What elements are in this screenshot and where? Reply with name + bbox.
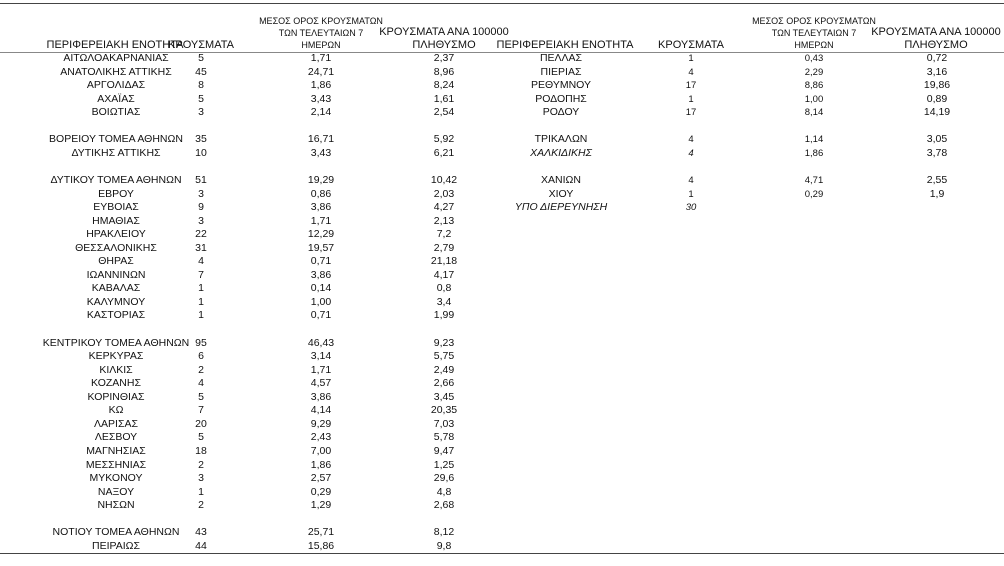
left-row-avg-cell: 19,29 [307,173,335,186]
left-row-avg-cell: 4,57 [310,377,332,390]
left-row-cases-cell: 10 [195,146,207,159]
left-row-per-100k-cell: 2,37 [433,52,455,64]
left-row-region-cell: ΑΡΓΟΛΙΔΑΣ [86,79,146,92]
left-row-avg-cell: 12,29 [307,228,335,241]
left-row-per-100k-cell: 4,8 [436,485,452,498]
left-row-avg-cell: 2,57 [310,472,332,485]
left-row-region-cell: ΜΥΚΟΝΟΥ [89,472,143,485]
left-row-per-100k-cell: 5,75 [433,350,455,363]
right-row-region-cell: ΧΑΛΚΙΔΙΚΗΣ [530,146,592,159]
right-row-region-cell: ΡΟΔΟΥ [542,106,580,119]
left-row-cases-cell: 51 [195,173,207,186]
left-row-cases-cell: 3 [198,187,204,200]
left-row-per-100k-cell: 2,79 [433,241,455,254]
right-row-per-100k-cell: 0,89 [926,92,948,105]
left-row-cases-cell: 3 [198,214,204,227]
left-row-per-100k-cell: 29,6 [433,472,455,485]
left-row-per-100k-cell: 9,47 [433,444,455,457]
left-row-region-cell: ΒΟΙΩΤΙΑΣ [91,106,141,119]
left-row-per-100k-cell: 21,18 [430,255,458,268]
right-row-per-100k-cell: 3,05 [926,133,948,146]
left-row-avg-cell: 1,86 [310,458,332,471]
left-row-region-cell: ΚΕΝΤΡΙΚΟΥ ΤΟΜΕΑ ΑΘΗΝΩΝ [42,336,190,349]
left-row-per-100k-cell: 2,03 [433,187,455,200]
left-row-avg-cell: 1,71 [310,52,332,64]
left-row-region-cell: ΚΟΡΙΝΘΙΑΣ [87,390,145,403]
right-row-region-cell: ΤΡΙΚΑΛΩΝ [534,133,588,146]
left-row-cases-cell: 1 [198,295,204,308]
left-row-per-100k-cell: 1,25 [433,458,455,471]
right-row-per-100k-cell: 2,55 [926,173,948,186]
left-row-avg-cell: 3,86 [310,201,332,214]
left-row-per-100k-cell: 2,49 [433,363,455,376]
left-row-cases-cell: 22 [195,228,207,241]
top-rule [0,3,1004,4]
left-row-cases-cell: 35 [195,133,207,146]
left-row-per-100k-cell: 20,35 [430,404,458,417]
left-row-cases-cell: 95 [195,336,207,349]
left-row-per-100k-cell: 9,23 [433,336,455,349]
right-row-avg-cell: 2,29 [804,66,824,78]
right-row-avg-cell: 0,29 [804,188,824,200]
right-row-per-100k-cell: 14,19 [923,106,951,119]
left-row-avg-cell: 3,43 [310,92,332,105]
left-row-avg-cell: 3,86 [310,390,332,403]
left-row-cases-cell: 44 [195,539,207,552]
left-row-per-100k-cell: 6,21 [433,146,455,159]
left-row-cases-cell: 4 [198,255,204,268]
right-row-region-cell: ΡΕΘΥΜΝΟΥ [530,79,591,92]
left-row-per-100k-cell: 8,12 [433,526,455,539]
left-row-cases-cell: 7 [198,268,204,281]
header-per-left-2: ΠΛΗΘΥΣΜΟ [412,39,476,51]
header-cases-right: ΚΡΟΥΣΜΑΤΑ [658,39,724,51]
left-row-region-cell: ΠΕΙΡΑΙΩΣ [92,539,140,552]
left-row-per-100k-cell: 4,27 [433,201,455,214]
left-row-region-cell: ΕΥΒΟΙΑΣ [93,201,139,214]
left-row-region-cell: ΝΟΤΙΟΥ ΤΟΜΕΑ ΑΘΗΝΩΝ [52,526,180,539]
left-row-region-cell: ΔΥΤΙΚΗΣ ΑΤΤΙΚΗΣ [71,146,161,159]
left-row-region-cell: ΝΑΞΟΥ [97,485,135,498]
left-row-region-cell: ΕΒΡΟΥ [98,187,134,200]
left-row-per-100k-cell: 8,96 [433,65,455,78]
left-row-cases-cell: 2 [198,499,204,512]
left-row-per-100k-cell: 2,68 [433,499,455,512]
left-row-per-100k-cell: 1,61 [433,92,455,105]
left-row-region-cell: ΚΕΡΚΥΡΑΣ [88,350,144,363]
left-row-region-cell: ΑΙΤΩΛΟΑΚΑΡΝΑΝΙΑΣ [63,52,169,64]
header-avg-right-3: ΗΜΕΡΩΝ [794,40,834,50]
left-row-per-100k-cell: 3,45 [433,390,455,403]
right-row-region-cell: ΥΠΟ ΔΙΕΡΕΥΝΗΣΗ [514,201,608,214]
header-cases-left: ΚΡΟΥΣΜΑΤΑ [168,39,234,51]
left-row-cases-cell: 45 [195,65,207,78]
left-row-per-100k-cell: 0,8 [436,282,452,295]
right-row-cases-cell: 1 [688,53,694,64]
right-row-cases-cell: 30 [685,202,697,214]
left-row-avg-cell: 46,43 [307,336,335,349]
header-avg-right-1: ΜΕΣΟΣ ΟΡΟΣ ΚΡΟΥΣΜΑΤΩΝ [752,16,876,26]
left-row-avg-cell: 3,14 [310,350,332,363]
left-row-cases-cell: 1 [198,282,204,295]
left-row-cases-cell: 18 [195,444,207,457]
left-row-per-100k-cell: 2,66 [433,377,455,390]
left-row-per-100k-cell: 5,92 [433,133,455,146]
bottom-rule [0,553,1004,554]
left-row-region-cell: ΘΗΡΑΣ [98,255,134,268]
right-row-cases-cell: 4 [688,147,694,159]
left-row-avg-cell: 3,43 [310,146,332,159]
left-row-region-cell: ΗΜΑΘΙΑΣ [92,214,140,227]
left-row-avg-cell: 1,00 [310,295,332,308]
left-row-region-cell: ΙΩΑΝΝΙΝΩΝ [86,268,146,281]
right-row-cases-cell: 1 [688,93,694,105]
right-row-per-100k-cell: 19,86 [923,79,951,92]
left-row-region-cell: ΝΗΣΩΝ [97,499,135,512]
left-row-cases-cell: 8 [198,79,204,92]
left-row-cases-cell: 5 [198,431,204,444]
right-row-cases-cell: 4 [688,66,694,78]
right-row-region-cell: ΧΙΟΥ [548,187,574,200]
left-row-cases-cell: 3 [198,472,204,485]
left-row-avg-cell: 1,71 [310,363,332,376]
left-row-per-100k-cell: 2,54 [433,106,455,119]
header-region-right: ΠΕΡΙΦΕΡΕΙΑΚΗ ΕΝΟΤΗΤΑ [496,39,634,51]
left-row-region-cell: ΗΡΑΚΛΕΙΟΥ [86,228,146,241]
left-row-avg-cell: 9,29 [310,417,332,430]
left-row-cases-cell: 5 [198,52,204,64]
left-row-avg-cell: 16,71 [307,133,335,146]
left-row-cases-cell: 20 [195,417,207,430]
right-row-cases-cell: 17 [685,107,697,119]
left-row-per-100k-cell: 4,17 [433,268,455,281]
left-row-region-cell: ΘΕΣΣΑΛΟΝΙΚΗΣ [75,241,157,254]
left-row-avg-cell: 24,71 [307,65,335,78]
left-row-per-100k-cell: 9,8 [436,539,452,552]
left-row-region-cell: ΚΩ [108,404,124,417]
right-row-region-cell: ΡΟΔΟΠΗΣ [535,92,587,105]
right-row-avg-cell: 8,86 [804,80,824,92]
left-row-cases-cell: 9 [198,201,204,214]
left-row-region-cell: ΚΟΖΑΝΗΣ [91,377,141,390]
right-row-avg-cell: 4,71 [804,174,824,186]
left-row-per-100k-cell: 10,42 [430,173,458,186]
left-row-cases-cell: 1 [198,485,204,498]
left-row-region-cell: ΛΑΡΙΣΑΣ [94,417,138,430]
header-per-right-2: ΠΛΗΘΥΣΜΟ [904,39,968,51]
left-row-per-100k-cell: 2,13 [433,214,455,227]
right-row-avg-cell: 0,43 [804,53,824,64]
left-row-region-cell: ΑΧΑΪΑΣ [97,92,135,105]
left-row-avg-cell: 2,43 [310,431,332,444]
left-row-avg-cell: 0,71 [310,309,332,322]
right-row-region-cell: ΠΙΕΡΙΑΣ [540,65,582,78]
right-row-per-100k-cell: 1,9 [929,187,945,200]
left-row-region-cell: ΑΝΑΤΟΛΙΚΗΣ ΑΤΤΙΚΗΣ [60,65,172,78]
left-row-avg-cell: 4,14 [310,404,332,417]
left-row-cases-cell: 4 [198,377,204,390]
right-row-cases-cell: 17 [685,80,697,92]
right-row-cases-cell: 1 [688,188,694,200]
left-row-cases-cell: 43 [195,526,207,539]
left-row-region-cell: ΔΥΤΙΚΟΥ ΤΟΜΕΑ ΑΘΗΝΩΝ [50,173,182,186]
left-row-region-cell: ΒΟΡΕΙΟΥ ΤΟΜΕΑ ΑΘΗΝΩΝ [49,133,183,146]
left-row-avg-cell: 1,71 [310,214,332,227]
left-row-avg-cell: 19,57 [307,241,335,254]
header-avg-left-3: ΗΜΕΡΩΝ [301,40,341,50]
left-row-per-100k-cell: 5,78 [433,431,455,444]
left-row-cases-cell: 31 [195,241,207,254]
header-per-left-1: ΚΡΟΥΣΜΑΤΑ ΑΝΑ 100000 [379,26,509,38]
left-row-avg-cell: 0,71 [310,255,332,268]
left-row-cases-cell: 2 [198,363,204,376]
left-row-cases-cell: 7 [198,404,204,417]
left-row-cases-cell: 1 [198,309,204,322]
left-row-region-cell: ΚΙΛΚΙΣ [99,363,133,376]
left-row-region-cell: ΜΕΣΣΗΝΙΑΣ [85,458,147,471]
left-row-region-cell: ΚΑΛΥΜΝΟΥ [86,295,146,308]
right-row-per-100k-cell: 0,72 [926,52,948,64]
right-row-avg-cell: 8,14 [804,107,824,119]
right-row-cases-cell: 4 [688,134,694,146]
right-row-avg-cell: 1,86 [804,147,824,159]
left-row-cases-cell: 2 [198,458,204,471]
header-avg-left-2: ΤΩΝ ΤΕΛΕΥΤΑΙΩΝ 7 [278,28,364,38]
left-row-avg-cell: 0,14 [310,282,332,295]
left-row-cases-cell: 3 [198,106,204,119]
left-row-per-100k-cell: 7,03 [433,417,455,430]
right-row-region-cell: ΠΕΛΛΑΣ [539,52,583,64]
header-region-left: ΠΕΡΙΦΕΡΕΙΑΚΗ ΕΝΟΤΗΤΑ [46,39,184,51]
left-row-region-cell: ΚΑΣΤΟΡΙΑΣ [86,309,146,322]
header-avg-right-2: ΤΩΝ ΤΕΛΕΥΤΑΙΩΝ 7 [771,28,857,38]
right-row-per-100k-cell: 3,16 [926,65,948,78]
left-row-region-cell: ΚΑΒΑΛΑΣ [91,282,141,295]
right-row-cases-cell: 4 [688,174,694,186]
left-row-avg-cell: 15,86 [307,539,335,552]
right-row-avg-cell: 1,00 [804,93,824,105]
left-row-avg-cell: 0,29 [310,485,332,498]
left-row-avg-cell: 25,71 [307,526,335,539]
left-row-avg-cell: 2,14 [310,106,332,119]
right-row-avg-cell: 1,14 [804,134,824,146]
left-row-per-100k-cell: 7,2 [436,228,452,241]
right-row-region-cell: ΧΑΝΙΩΝ [541,173,581,186]
left-row-avg-cell: 1,29 [310,499,332,512]
right-row-per-100k-cell: 3,78 [926,146,948,159]
header-per-right-1: ΚΡΟΥΣΜΑΤΑ ΑΝΑ 100000 [871,26,1001,38]
header-avg-left-1: ΜΕΣΟΣ ΟΡΟΣ ΚΡΟΥΣΜΑΤΩΝ [259,16,383,26]
left-row-avg-cell: 7,00 [310,444,332,457]
left-row-cases-cell: 6 [198,350,204,363]
left-row-avg-cell: 1,86 [310,79,332,92]
left-row-region-cell: ΜΑΓΝΗΣΙΑΣ [86,444,146,457]
left-row-avg-cell: 3,86 [310,268,332,281]
left-row-cases-cell: 5 [198,390,204,403]
left-row-per-100k-cell: 1,99 [433,309,455,322]
left-row-per-100k-cell: 8,24 [433,79,455,92]
left-row-cases-cell: 5 [198,92,204,105]
left-row-per-100k-cell: 3,4 [436,295,452,308]
left-row-avg-cell: 0,86 [310,187,332,200]
left-row-region-cell: ΛΕΣΒΟΥ [94,431,138,444]
